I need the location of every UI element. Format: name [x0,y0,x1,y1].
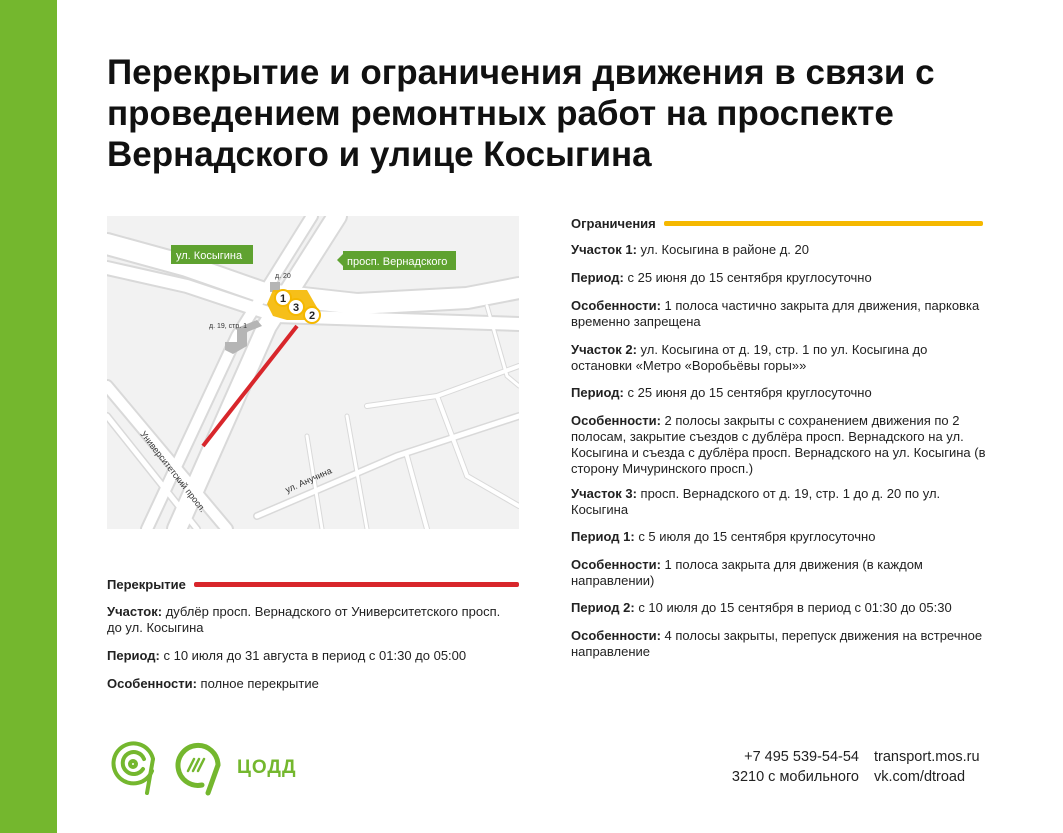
site-link[interactable]: transport.mos.ru [874,749,980,765]
page-title: Перекрытие и ограничения движения в связи с проведением ремонтных работ на проспекте Вернадского и улице Косыгина [107,53,935,174]
vk-link[interactable]: vk.com/dtroad [874,769,966,785]
marker-2 [304,307,320,323]
closure-period: Период: с 10 июля до 31 августа в период с 01:30 до 05:00 [107,648,467,663]
restriction-item: Период: с 25 июня до 15 сентября круглосуточно [571,385,872,400]
marker-3 [288,299,304,315]
restrictions-line-legend [664,221,983,226]
closure-section: Участок: дублёр просп. Вернадского от Университетского просп. до ул. Косыгина [107,604,501,635]
restriction-item: Период 2: с 10 июля до 15 сентября в период с 01:30 до 05:30 [571,600,952,615]
restrictions-heading [571,216,983,231]
label-d19: д. 19, стр. 1 [209,323,248,330]
label-anuchina: ул. Анучина [283,465,334,495]
label-universitetsky: Университетский просп. [138,429,208,515]
restriction-item: Участок 1: ул. Косыгина в районе д. 20 [571,242,809,257]
svg-text:ул. Косыгина: ул. Косыгина [176,250,243,262]
restriction-item: Особенности: 2 полосы закрыты с сохранением движения по 2 полосам, закрытие съездов с дублёра просп. Вернадского на ул. Косыгина и съезда с дублёра просп. Вернадского на ул. Косыгина (в сторону Мичуринского просп.) [571,413,986,476]
restriction-item: Участок 3: просп. Вернадского от д. 19, стр. 1 до д. 20 по ул. Косыгина [571,486,941,517]
closure-heading-text: Перекрытие [107,577,186,592]
svg-text:просп. Вернадского: просп. Вернадского [347,256,448,268]
label-kosygina [171,245,253,264]
svg-text:3: 3 [292,302,300,314]
label-d20: д. 20 [275,273,291,280]
closure-heading [107,577,519,592]
moscow-transport-logo [107,739,162,797]
svg-text:2: 2 [308,310,316,322]
phone-contacts [719,747,859,787]
restrictions-heading-text: Ограничения [571,216,656,231]
svg-text:1: 1 [279,293,287,305]
web-contacts [874,747,980,787]
restriction-item: Особенности: 4 полосы закрыты, перепуск движения на встречное направление [571,628,983,659]
brand-side-bar [0,0,57,833]
closure-line-legend [194,582,519,587]
restriction-item: Период: с 25 июня до 15 сентября круглосуточно [571,270,872,285]
route-map [107,216,519,529]
codd-logo-text: ЦОДД [237,757,297,778]
restriction-item: Особенности: 1 полоса закрыта для движения (в каждом направлении) [571,557,923,588]
phone-number: +7 495 539-54-54 [744,749,859,765]
codd-logo [172,739,227,797]
mobile-number: 3210 с мобильного [731,769,859,785]
label-vernadskogo [337,251,456,270]
restriction-item: Период 1: с 5 июля до 15 сентября круглосуточно [571,529,876,544]
restriction-item: Особенности: 1 полоса частично закрыта для движения, парковка временно запрещена [571,298,980,329]
closure-features: Особенности: полное перекрытие [107,676,319,691]
restriction-item: Участок 2: ул. Косыгина от д. 19, стр. 1 по ул. Косыгина до остановки «Метро «Воробьёвы горы»» [571,342,928,373]
